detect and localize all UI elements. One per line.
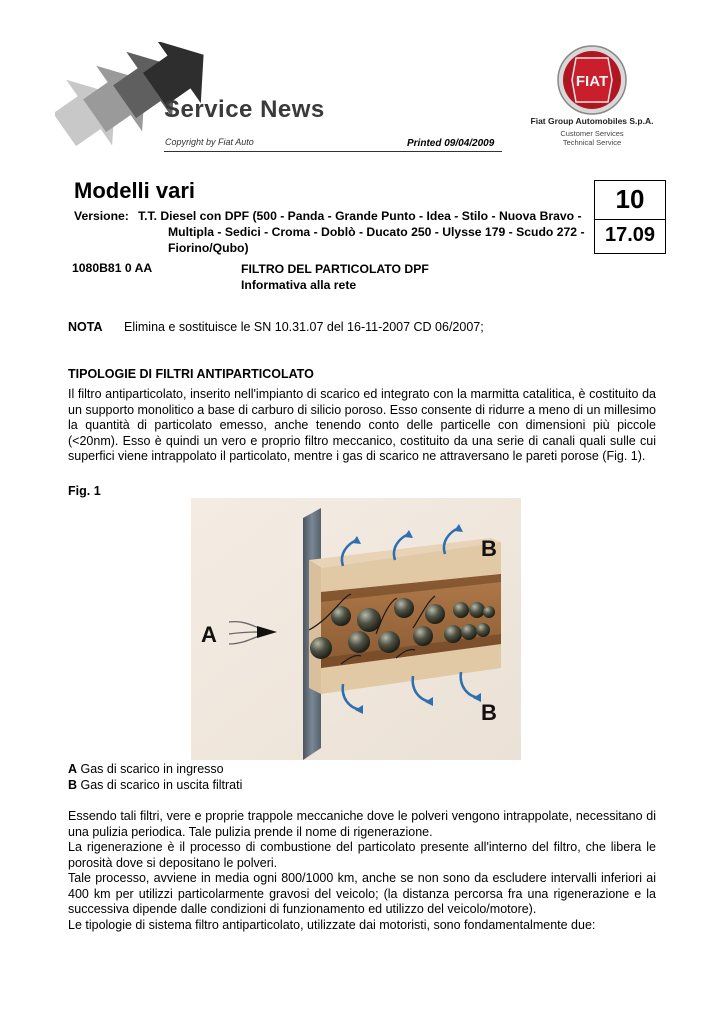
versione-text (74, 208, 592, 256)
bulletin-number: 10 (615, 184, 645, 214)
versione-models: T.T. Diesel con DPF (500 - Panda - Grande Punto - Idea - Stilo - Nuova Bravo - Multipla - Sedici - Croma - Doblò - Ducato 250 - Ulysse 179 - Scudo 272 - Fiorino/Qubo) (138, 209, 585, 255)
paragraph-intro: Il filtro antiparticolato, inserito nell'impianto di scarico ed integrato con la marmitta catalitica, è costituito da un supporto monolitico a base di carburo di silicio poroso. Esso consente di ridurre a meno di un millesimo la quantità di particolato emesso, anche tenendo conto delle particelle con dimensioni più piccole (<20nm). Esso è quindi un vero e proprio filtro meccanico, costituito da una serie di canali quali sulle cui superfici viene intrappolato il particolato, mentre i gas di scarico ne attraversano le pareti porose (Fig. 1). (68, 387, 656, 463)
subject-line-2: Informativa alla rete (241, 278, 357, 292)
paragraph-regeneration-4: Le tipologie di sistema filtro antiparticolato, utilizzate dai motoristi, sono fondamentalmente due: (68, 917, 596, 932)
legend-a-key: A (68, 762, 78, 776)
legend-a-text: Gas di scarico in ingresso (77, 762, 224, 776)
company-name: Fiat Group Automobiles S.p.A. (530, 116, 654, 126)
subject-title (241, 261, 429, 293)
legend-b (68, 778, 242, 792)
nota-label: NOTA (68, 320, 103, 334)
bulletin-subnumber: 17.09 (604, 224, 656, 246)
department-line-2: Technical Service (562, 138, 622, 147)
nota-text: Elimina e sostituisce le SN 10.31.07 del 16-11-2007 CD 06/2007; (124, 320, 484, 334)
legend-b-key: B (68, 778, 78, 792)
label-a: A (201, 622, 217, 647)
versione-label: Versione: (74, 209, 129, 223)
copyright-text: Copyright by Fiat Auto (165, 137, 254, 147)
versione-block (74, 208, 594, 256)
service-news-title: Service News (164, 96, 325, 123)
figure-label: Fig. 1 (68, 484, 101, 498)
document-title: Modelli vari (74, 178, 196, 203)
bulletin-number-box (594, 180, 666, 254)
legend-a (68, 762, 224, 776)
header-divider (164, 151, 502, 152)
subject-line-1: FILTRO DEL PARTICOLATO DPF (241, 262, 429, 276)
printed-date: Printed 09/04/2009 (407, 138, 495, 149)
paragraph-regeneration (68, 809, 656, 933)
legend-b-text: Gas di scarico in uscita filtrati (77, 778, 243, 792)
paragraph-regeneration-3: Tale processo, avviene in media ogni 800/1000 km, anche se non sono da escludere intervalli inferiori ai 400 km per utilizzi particolarmente gravosi del veicolo; (la distanza percorsa fra una rigenerazione e la successiva dipende dalle condizioni di funzionamento ed utilizzo del veicolo/motore). (68, 871, 656, 916)
number-box-divider (595, 219, 665, 220)
document-code: 1080B81 0 AA (72, 261, 153, 275)
department (530, 129, 654, 147)
paragraph-regeneration-2: La rigenerazione è il processo di combustione del particolato presente all'interno del filtro, che libera le porosità dove si depositano le polveri. (68, 840, 656, 870)
fiat-logo-text: FIAT (575, 73, 609, 90)
label-b-top: B (481, 536, 497, 561)
paragraph-regeneration-1: Essendo tali filtri, vere e proprie trappole meccaniche dove le polveri vengono intrappolate, necessitano di una pulizia periodica. Tale pulizia prende il nome di rigenerazione. (68, 809, 656, 839)
dpf-diagram (191, 498, 521, 760)
section-title: TIPOLOGIE DI FILTRI ANTIPARTICOLATO (68, 367, 314, 381)
fiat-logo (556, 44, 628, 116)
label-b-bottom: B (481, 700, 497, 725)
department-line-1: Customer Services (560, 129, 624, 138)
